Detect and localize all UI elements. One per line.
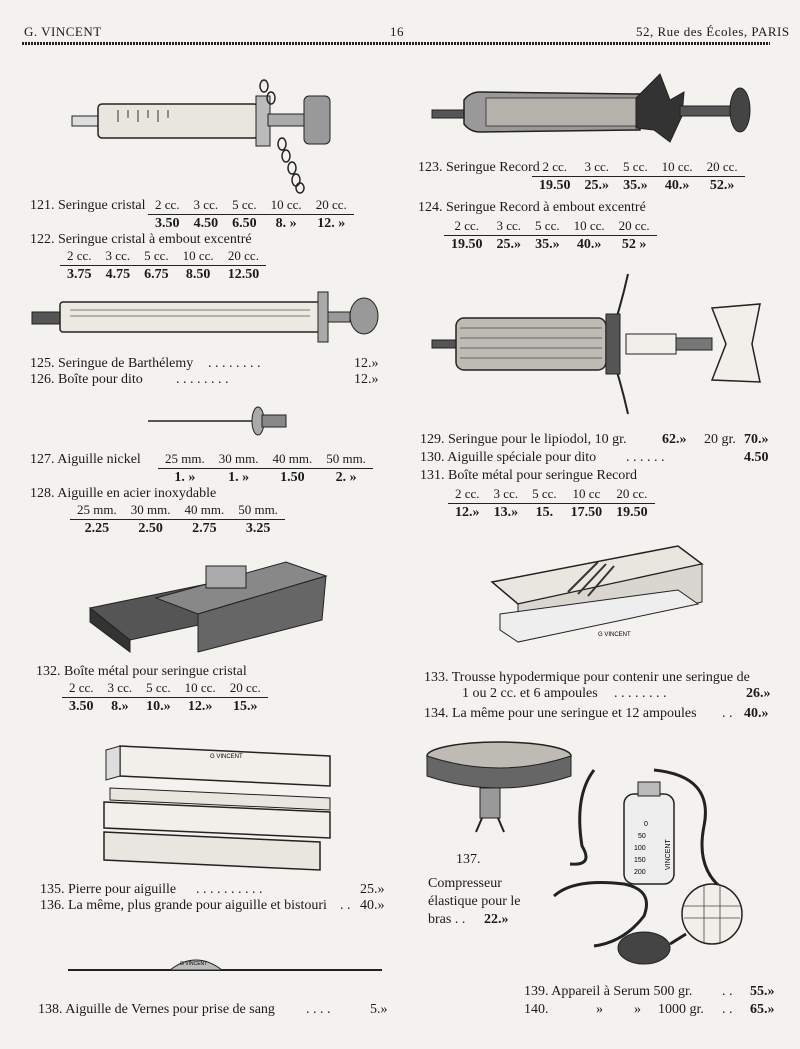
p131-size: 3 cc. — [487, 486, 526, 504]
product-125-price: 12.» — [354, 356, 379, 371]
product-138-dots: . . . . — [306, 1002, 331, 1017]
product-137-line2: élastique pour le — [428, 894, 521, 909]
p124-size: 10 cc. — [567, 218, 612, 236]
needle-127-illustration — [146, 404, 296, 438]
p123-size: 10 cc. — [655, 159, 700, 177]
p132-price: 3.50 — [69, 699, 94, 714]
p132-price: 8.» — [111, 699, 129, 714]
p132-price: 15.» — [232, 699, 258, 714]
p128-size: 25 mm. — [70, 502, 124, 520]
product-135-dots: . . . . . . . . . . — [196, 882, 263, 897]
p127-price: 1. » — [228, 470, 250, 485]
product-123-price-table — [532, 159, 745, 194]
header-right: 52, Rue des Écoles, PARIS — [636, 24, 790, 39]
product-131-price-table — [448, 486, 655, 521]
needle-138-illustration — [66, 948, 386, 978]
product-135-label: 135. Pierre pour aiguille — [40, 882, 177, 897]
p131-price: 13.» — [493, 505, 519, 520]
p127-price: 2. » — [335, 470, 357, 485]
product-137-line3: bras . . — [428, 912, 466, 927]
p123-size: 3 cc. — [578, 159, 617, 177]
product-130-dots: . . . . . . — [626, 450, 665, 465]
product-122-price-table — [60, 248, 266, 283]
p121-size: 5 cc. — [225, 197, 264, 215]
product-133-dots: . . . . . . . . — [614, 686, 667, 701]
product-132-label: 132. Boîte métal pour seringue cristal — [36, 664, 247, 679]
p131-size: 2 cc. — [448, 486, 487, 504]
p132-size: 10 cc. — [178, 680, 223, 698]
product-138-price: 5.» — [370, 1002, 388, 1017]
p131-price: 12.» — [455, 505, 480, 520]
product-129-price1: 62.» — [662, 432, 687, 447]
p127-size: 40 mm. — [265, 451, 319, 469]
product-140-price: 65.» — [750, 1002, 775, 1017]
product-136-price: 40.» — [360, 898, 385, 913]
p121-size: 2 cc. — [148, 197, 187, 215]
p123-size: 5 cc. — [616, 159, 655, 177]
p131-size: 10 cc — [564, 486, 610, 504]
product-124-label: 124. Seringue Record à embout excentré — [418, 200, 646, 215]
p124-size: 2 cc. — [444, 218, 490, 236]
header-rule — [22, 42, 770, 45]
p121-size: 10 cc. — [264, 197, 309, 215]
p123-price: 40.» — [664, 178, 690, 193]
product-140-ditto1: » — [596, 1002, 603, 1017]
p132-size: 3 cc. — [101, 680, 140, 698]
kit-brand-text: G VINCENT — [598, 632, 631, 638]
p122-price: 12.50 — [227, 267, 260, 282]
bottle-mark: 150 — [634, 857, 646, 864]
p123-price: 19.50 — [539, 178, 571, 193]
p123-size: 2 cc. — [532, 159, 578, 177]
serum-apparatus-139-illustration — [534, 766, 774, 976]
p122-price: 4.75 — [105, 267, 131, 282]
p131-price: 15. — [535, 505, 554, 520]
p128-price: 2.50 — [138, 521, 163, 536]
product-126-label: 126. Boîte pour dito — [30, 372, 143, 387]
p122-price: 6.75 — [144, 267, 169, 282]
p131-price: 19.50 — [616, 505, 648, 520]
product-124-price-table — [444, 218, 657, 253]
p131-size: 20 cc. — [609, 486, 655, 504]
p122-price: 3.75 — [67, 267, 92, 282]
p131-size: 5 cc. — [525, 486, 564, 504]
p128-price: 2.75 — [192, 521, 217, 536]
stone-box-135-illustration — [100, 736, 340, 876]
product-139-price: 55.» — [750, 984, 775, 999]
product-134-dots: . . — [722, 706, 733, 721]
p132-size: 2 cc. — [62, 680, 101, 698]
product-129-price2: 70.» — [744, 432, 769, 447]
p132-price: 10.» — [146, 699, 171, 714]
bottle-mark: 0 — [644, 821, 648, 828]
product-137-price: 22.» — [484, 912, 509, 927]
syringe-125-illustration — [30, 288, 380, 348]
p123-size: 20 cc. — [700, 159, 745, 177]
p123-price: 52.» — [709, 178, 735, 193]
p124-price: 40.» — [576, 237, 602, 252]
p132-size: 5 cc. — [139, 680, 178, 698]
product-140-dots: . . — [722, 1002, 733, 1017]
p127-price: 1.50 — [280, 470, 305, 485]
syringe-123-illustration — [430, 70, 756, 150]
p124-size: 3 cc. — [490, 218, 529, 236]
p121-price: 6.50 — [232, 216, 257, 231]
p122-price: 8.50 — [185, 267, 211, 282]
p121-price: 12. » — [317, 216, 346, 231]
needle-brand-text: G VINCENT — [180, 961, 208, 967]
product-130-label: 130. Aiguille spéciale pour dito — [420, 450, 597, 465]
product-134-price: 40.» — [744, 706, 769, 721]
product-132-price-table — [62, 680, 268, 715]
p123-price: 35.» — [623, 178, 648, 193]
product-133-line1: 133. Trousse hypodermique pour contenir une seringue de — [424, 670, 750, 685]
product-128-label: 128. Aiguille en acier inoxydable — [30, 486, 217, 501]
p123-price: 25.» — [584, 178, 610, 193]
p127-price: 1. » — [174, 470, 196, 485]
product-121-label: 121. Seringue cristal — [30, 198, 146, 213]
product-129-label: 129. Seringue pour le lipiodol, 10 gr. — [420, 432, 627, 447]
p122-size: 20 cc. — [221, 248, 267, 266]
metal-box-132-illustration — [86, 548, 331, 658]
product-121-price-table — [148, 197, 354, 232]
p124-price: 35.» — [535, 237, 560, 252]
product-138-label: 138. Aiguille de Vernes pour prise de sang — [38, 1002, 275, 1017]
product-131-label: 131. Boîte métal pour seringue Record — [420, 468, 637, 483]
product-136-label: 136. La même, plus grande pour aiguille et bistouri — [40, 898, 327, 913]
p127-size: 25 mm. — [158, 451, 212, 469]
product-130-price: 4.50 — [744, 450, 769, 465]
product-133-line2: 1 ou 2 cc. et 6 ampoules — [462, 686, 598, 701]
product-140-num: 140. — [524, 1002, 549, 1017]
p131-price: 17.50 — [570, 505, 603, 520]
page-number: 16 — [390, 24, 404, 39]
bottle-mark: 50 — [638, 833, 646, 840]
p128-size: 50 mm. — [231, 502, 285, 520]
product-134-label: 134. La même pour une seringue et 12 ampoules — [424, 706, 697, 721]
p132-size: 20 cc. — [223, 680, 268, 698]
syringe-121-illustration — [68, 74, 338, 194]
bottle-mark: 200 — [634, 869, 646, 876]
product-125-dots: . . . . . . . . — [208, 356, 261, 371]
product-139-label: 139. Appareil à Serum 500 gr. — [524, 984, 693, 999]
p122-size: 3 cc. — [99, 248, 138, 266]
product-126-dots: . . . . . . . . — [176, 372, 229, 387]
p124-price: 25.» — [496, 237, 522, 252]
product-122-label: 122. Seringue cristal à embout excentré — [30, 232, 252, 247]
box-brand-text: G VINCENT — [210, 754, 243, 760]
product-127-label: 127. Aiguille nickel — [30, 452, 141, 467]
product-137-line1: Compresseur — [428, 876, 502, 891]
p128-price: 3.25 — [245, 521, 271, 536]
p128-price: 2.25 — [84, 521, 110, 536]
p121-price: 3.50 — [155, 216, 180, 231]
p122-size: 10 cc. — [176, 248, 221, 266]
product-129-mid: 20 gr. — [704, 432, 736, 447]
p124-size: 20 cc. — [612, 218, 657, 236]
product-140-qty: 1000 gr. — [658, 1002, 704, 1017]
p128-size: 40 mm. — [177, 502, 231, 520]
product-126-price: 12.» — [354, 372, 379, 387]
p122-size: 2 cc. — [60, 248, 99, 266]
p127-size: 30 mm. — [212, 451, 266, 469]
p127-size: 50 mm. — [319, 451, 373, 469]
p124-price: 52 » — [621, 237, 647, 252]
product-123-label: 123. Seringue Record — [418, 160, 540, 175]
product-135-price: 25.» — [360, 882, 385, 897]
hypodermic-kit-133-illustration — [488, 542, 708, 654]
p132-price: 12.» — [187, 699, 213, 714]
p122-size: 5 cc. — [137, 248, 176, 266]
bottle-mark: 100 — [634, 845, 646, 852]
product-137-num: 137. — [456, 852, 481, 867]
p124-price: 19.50 — [451, 237, 483, 252]
p121-price: 8. » — [275, 216, 297, 231]
p121-size: 20 cc. — [309, 197, 354, 215]
product-127-price-table — [158, 451, 373, 486]
bottle-brand-text: VINCENT — [665, 839, 672, 870]
syringe-129-illustration — [430, 270, 770, 420]
p124-size: 5 cc. — [528, 218, 567, 236]
product-133-price: 26.» — [746, 686, 771, 701]
p128-size: 30 mm. — [124, 502, 178, 520]
product-140-ditto2: » — [634, 1002, 641, 1017]
product-139-dots: . . — [722, 984, 733, 999]
p121-price: 4.50 — [193, 216, 219, 231]
product-125-label: 125. Seringue de Barthélemy — [30, 356, 194, 371]
header-left: G. VINCENT — [24, 24, 102, 39]
product-136-dots: . . — [340, 898, 351, 913]
product-128-price-table — [70, 502, 285, 537]
p121-size: 3 cc. — [187, 197, 226, 215]
